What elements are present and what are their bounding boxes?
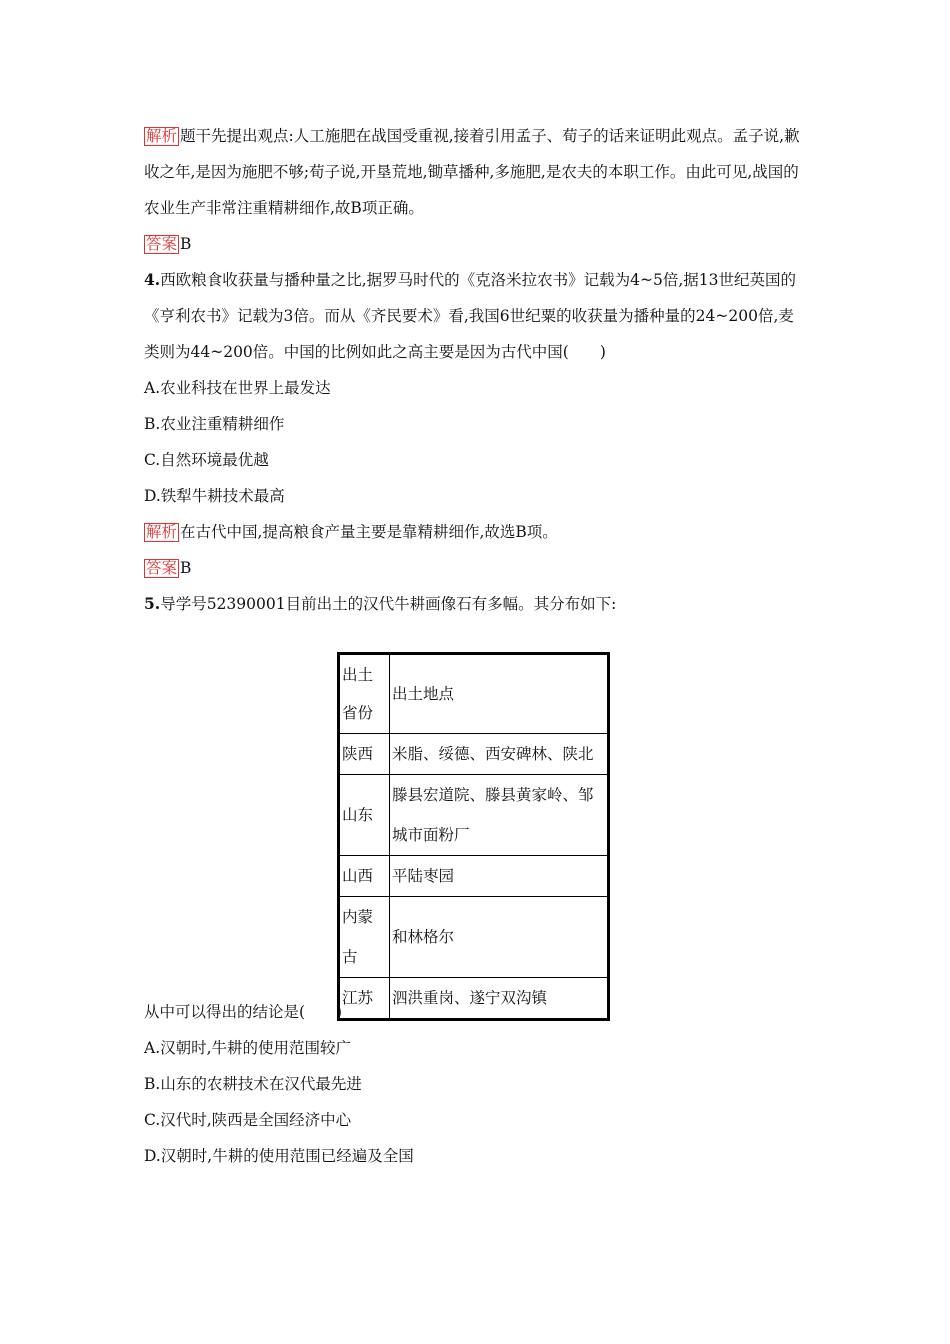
table-cell-location: 平陆枣园 bbox=[390, 856, 609, 897]
q4-stem-text: 西欧粮食收获量与播种量之比,据罗马时代的《克洛米拉农书》记载为4~5倍,据13世纪英国的《亨利农书》记载为3倍。而从《齐民要术》看,我国6世纪粟的收获量为播种量的24~200倍,麦类则为44~200倍。中国的比例如此之高主要是因为古代中国( ) bbox=[144, 271, 796, 361]
q5-option-b: B.山东的农耕技术在汉代最先进 bbox=[144, 1075, 362, 1093]
q3-analysis bbox=[144, 118, 806, 226]
q4-analysis-text: 在古代中国,提高粮食产量主要是靠精耕细作,故选B项。 bbox=[180, 523, 558, 541]
q5-stem bbox=[144, 586, 806, 622]
page-content bbox=[144, 118, 806, 622]
table-row bbox=[339, 775, 609, 856]
q5-option-d: D.汉朝时,牛耕的使用范围已经遍及全国 bbox=[144, 1147, 414, 1165]
q3-answer bbox=[144, 226, 806, 262]
table-cell-province: 陕西 bbox=[339, 734, 390, 775]
q4-number: 4. bbox=[144, 270, 161, 289]
table-cell-province: 山西 bbox=[339, 856, 390, 897]
table-cell-location: 和林格尔 bbox=[390, 897, 609, 978]
table-header-row bbox=[339, 654, 609, 734]
q5-option-c: C.汉代时,陕西是全国经济中心 bbox=[144, 1111, 352, 1129]
q4-option-c: C.自然环境最优越 bbox=[144, 451, 269, 469]
analysis-tag: 解析 bbox=[146, 523, 178, 541]
q5-number: 5. bbox=[144, 594, 161, 613]
table-cell-location: 滕县宏道院、滕县黄家岭、邹城市面粉厂 bbox=[390, 775, 609, 856]
q5-option-a: A.汉朝时,牛耕的使用范围较广 bbox=[144, 1039, 352, 1057]
q4-option-d: D.铁犁牛耕技术最高 bbox=[144, 487, 285, 505]
q3-answer-value: B bbox=[180, 235, 192, 253]
distribution-table bbox=[337, 652, 610, 1021]
q4-option-b: B.农业注重精耕细作 bbox=[144, 415, 285, 433]
table-header-province: 出土省份 bbox=[339, 654, 390, 734]
table-cell-location: 泗洪重岗、遂宁双沟镇 bbox=[390, 978, 609, 1020]
q4-option-a: A.农业科技在世界上最发达 bbox=[144, 379, 331, 397]
q5-stem-text: 导学号52390001目前出土的汉代牛耕画像石有多幅。其分布如下: bbox=[160, 595, 617, 613]
table-header-location: 出土地点 bbox=[390, 654, 609, 734]
table-cell-province: 山东 bbox=[339, 775, 390, 856]
answer-tag: 答案 bbox=[146, 559, 178, 577]
table-row bbox=[339, 734, 609, 775]
table-cell-location: 米脂、绥德、西安碑林、陕北 bbox=[390, 734, 609, 775]
table-row bbox=[339, 897, 609, 978]
q4-answer bbox=[144, 550, 806, 586]
answer-tag: 答案 bbox=[146, 235, 178, 253]
q4-analysis bbox=[144, 514, 806, 550]
q4-answer-value: B bbox=[180, 559, 192, 577]
q4-stem bbox=[144, 262, 806, 370]
q5-after-table bbox=[144, 994, 806, 1174]
table-cell-province: 内蒙古 bbox=[339, 897, 390, 978]
analysis-tag: 解析 bbox=[146, 127, 178, 145]
q5-question: 从中可以得出的结论是( ) bbox=[144, 1003, 343, 1021]
q3-analysis-text: 题干先提出观点:人工施肥在战国受重视,接着引用孟子、荀子的话来证明此观点。孟子说,歉收之年,是因为施肥不够;荀子说,开垦荒地,锄草播种,多施肥,是农夫的本职工作。由此可见,战国的农业生产非常注重精耕细作,故B项正确。 bbox=[144, 127, 800, 217]
table-row bbox=[339, 856, 609, 897]
table-cell-province: 江苏 bbox=[339, 978, 390, 1020]
